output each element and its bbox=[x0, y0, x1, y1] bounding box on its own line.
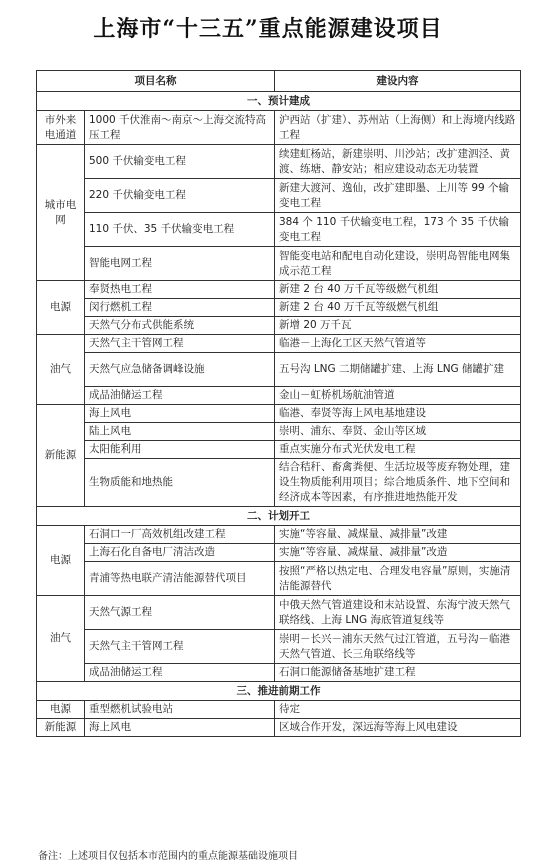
table-body bbox=[37, 71, 521, 737]
section-row bbox=[37, 92, 521, 111]
project-name-cell: 天然气源工程 bbox=[85, 596, 275, 630]
project-name-cell: 1000 千伏淮南～南京～上海交流特高压工程 bbox=[85, 111, 275, 145]
project-name-cell: 天然气分布式供能系统 bbox=[85, 317, 275, 335]
table-row bbox=[37, 526, 521, 544]
header-content: 建设内容 bbox=[275, 71, 521, 92]
project-name-cell: 太阳能利用 bbox=[85, 441, 275, 459]
category-cell: 油气 bbox=[37, 335, 85, 405]
table-row bbox=[37, 719, 521, 737]
content-cell: 新建 2 台 40 万千瓦等级燃气机组 bbox=[275, 299, 521, 317]
category-cell: 城市电网 bbox=[37, 145, 85, 281]
category-cell: 电源 bbox=[37, 701, 85, 719]
table-row bbox=[37, 281, 521, 299]
project-name-cell: 500 千伏输变电工程 bbox=[85, 145, 275, 179]
project-name-cell: 闵行燃机工程 bbox=[85, 299, 275, 317]
table-row bbox=[37, 459, 521, 507]
project-name-cell: 成品油储运工程 bbox=[85, 664, 275, 682]
content-cell: 临港、奉贤等海上风电基地建设 bbox=[275, 405, 521, 423]
content-cell: 中俄天然气管道建设和末站设置、东海宁波天然气联络线、上海 LNG 海底管道复线等 bbox=[275, 596, 521, 630]
content-cell: 续建虹杨站，新建崇明、川沙站；改扩建泗泾、黄渡、练塘、静安站；相应建设动态无功装置 bbox=[275, 145, 521, 179]
header-project-name: 项目名称 bbox=[37, 71, 275, 92]
project-name-cell: 海上风电 bbox=[85, 719, 275, 737]
table-row bbox=[37, 630, 521, 664]
project-name-cell: 天然气应急储备调峰设施 bbox=[85, 353, 275, 387]
project-name-cell: 石洞口一厂高效机组改建工程 bbox=[85, 526, 275, 544]
category-cell: 新能源 bbox=[37, 405, 85, 507]
section-label: 三、推进前期工作 bbox=[37, 682, 521, 701]
content-cell: 临港－上海化工区天然气管道等 bbox=[275, 335, 521, 353]
category-cell: 新能源 bbox=[37, 719, 85, 737]
content-cell: 结合秸秆、畜禽粪便、生活垃圾等废弃物处理，建设生物质能利用项目；综合地质条件、地下空间和经济成本等因素，有序推进地热能开发 bbox=[275, 459, 521, 507]
category-cell: 电源 bbox=[37, 526, 85, 596]
project-name-cell: 天然气主干管网工程 bbox=[85, 335, 275, 353]
table-row bbox=[37, 405, 521, 423]
table-row bbox=[37, 247, 521, 281]
project-name-cell: 奉贤热电工程 bbox=[85, 281, 275, 299]
table-row bbox=[37, 213, 521, 247]
section-label: 二、计划开工 bbox=[37, 507, 521, 526]
table-row bbox=[37, 423, 521, 441]
content-cell: 区域合作开发，深远海等海上风电建设 bbox=[275, 719, 521, 737]
project-name-cell: 110 千伏、35 千伏输变电工程 bbox=[85, 213, 275, 247]
content-cell: 石洞口能源储备基地扩建工程 bbox=[275, 664, 521, 682]
table-row bbox=[37, 299, 521, 317]
table-row bbox=[37, 596, 521, 630]
project-name-cell: 天然气主干管网工程 bbox=[85, 630, 275, 664]
content-cell: 金山－虹桥机场航油管道 bbox=[275, 387, 521, 405]
footnote: 备注：上述项目仅包括本市范围内的重点能源基础设施项目 bbox=[38, 851, 298, 862]
project-name-cell: 生物质能和地热能 bbox=[85, 459, 275, 507]
project-name-cell: 智能电网工程 bbox=[85, 247, 275, 281]
content-cell: 新建大渡河、逸仙，改扩建即墨、上川等 99 个输变电工程 bbox=[275, 179, 521, 213]
content-cell: 崇明、浦东、奉贤、金山等区域 bbox=[275, 423, 521, 441]
content-cell: 重点实施分布式光伏发电工程 bbox=[275, 441, 521, 459]
project-name-cell: 青浦等热电联产清洁能源替代项目 bbox=[85, 562, 275, 596]
energy-projects-table bbox=[36, 70, 521, 737]
project-name-cell: 海上风电 bbox=[85, 405, 275, 423]
content-cell: 沪西站（扩建）、苏州站（上海侧）和上海境内线路工程 bbox=[275, 111, 521, 145]
project-name-cell: 220 千伏输变电工程 bbox=[85, 179, 275, 213]
table-row bbox=[37, 544, 521, 562]
section-row bbox=[37, 682, 521, 701]
category-cell: 油气 bbox=[37, 596, 85, 682]
table-row bbox=[37, 701, 521, 719]
content-cell: 实施“等容量、减煤量、减排量”改建 bbox=[275, 526, 521, 544]
table-row bbox=[37, 562, 521, 596]
content-cell: 实施“等容量、减煤量、减排量”改造 bbox=[275, 544, 521, 562]
section-label: 一、预计建成 bbox=[37, 92, 521, 111]
section-row bbox=[37, 507, 521, 526]
content-cell: 按照“严格以热定电、合理发电容量”原则，实施清洁能源替代 bbox=[275, 562, 521, 596]
content-cell: 待定 bbox=[275, 701, 521, 719]
project-name-cell: 成品油储运工程 bbox=[85, 387, 275, 405]
table-row bbox=[37, 441, 521, 459]
table-row bbox=[37, 353, 521, 387]
content-cell: 崇明－长兴－浦东天然气过江管道，五号沟－临港天然气管道、长三角联络线等 bbox=[275, 630, 521, 664]
table-row bbox=[37, 387, 521, 405]
project-name-cell: 陆上风电 bbox=[85, 423, 275, 441]
table-row bbox=[37, 664, 521, 682]
category-cell: 市外来电通道 bbox=[37, 111, 85, 145]
table-row bbox=[37, 111, 521, 145]
document-title: 上海市“十三五”重点能源建设项目 bbox=[93, 16, 443, 42]
content-cell: 新增 20 万千瓦 bbox=[275, 317, 521, 335]
content-cell: 384 个 110 千伏输变电工程，173 个 35 千伏输变电工程 bbox=[275, 213, 521, 247]
table-row bbox=[37, 145, 521, 179]
project-name-cell: 重型燃机试验电站 bbox=[85, 701, 275, 719]
table-row bbox=[37, 179, 521, 213]
content-cell: 新建 2 台 40 万千瓦等级燃气机组 bbox=[275, 281, 521, 299]
table-header-row bbox=[37, 71, 521, 92]
table-row bbox=[37, 335, 521, 353]
table-row bbox=[37, 317, 521, 335]
content-cell: 智能变电站和配电自动化建设，崇明岛智能电网集成示范工程 bbox=[275, 247, 521, 281]
category-cell: 电源 bbox=[37, 281, 85, 335]
project-name-cell: 上海石化自备电厂清洁改造 bbox=[85, 544, 275, 562]
content-cell: 五号沟 LNG 二期储罐扩建、上海 LNG 储罐扩建 bbox=[275, 353, 521, 387]
